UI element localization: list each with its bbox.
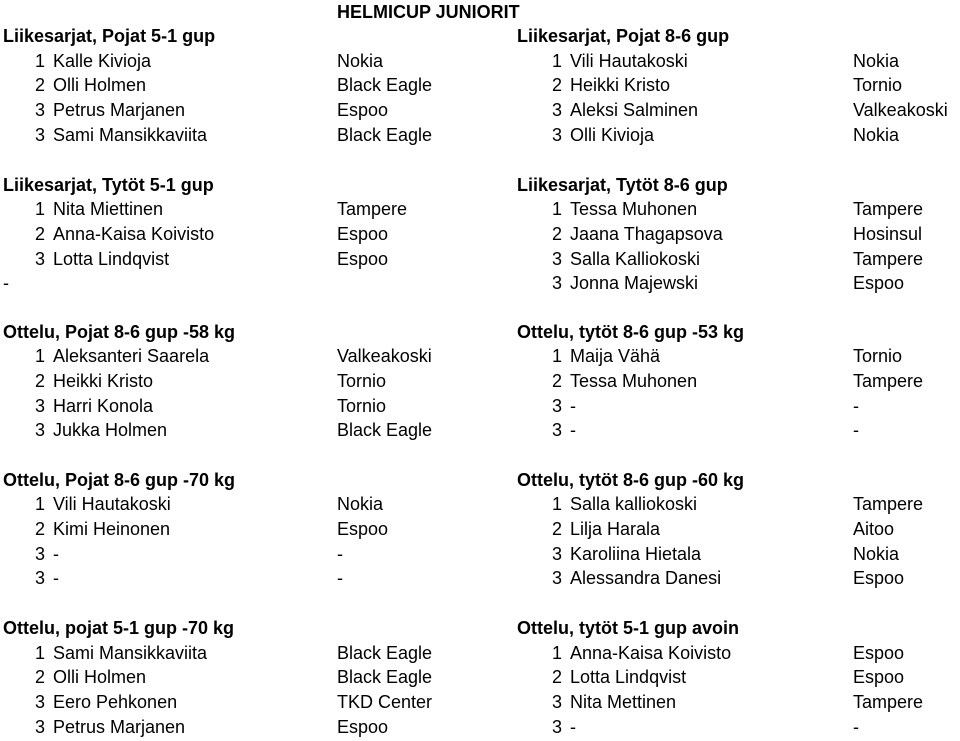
club-name: TKD Center xyxy=(337,692,433,713)
result-row xyxy=(0,123,960,148)
rank-cell: 2 xyxy=(551,75,562,96)
club-name: Nokia xyxy=(853,124,900,145)
category-heading: Ottelu, Pojat 8-6 gup -70 kg xyxy=(3,469,236,490)
club-name: Black Eagle xyxy=(337,420,433,441)
rank-cell: 1 xyxy=(34,494,45,515)
result-row xyxy=(0,197,960,222)
athlete-name: Anna-Kaisa Koivisto xyxy=(53,223,215,244)
club-name: Black Eagle xyxy=(337,124,433,145)
athlete-name: Harri Konola xyxy=(53,395,154,416)
rank-cell: 1 xyxy=(551,494,562,515)
athlete-name: Sami Mansikkaviita xyxy=(53,124,208,145)
result-row xyxy=(0,222,960,247)
result-row xyxy=(0,394,960,419)
athlete-name: Heikki Kristo xyxy=(53,370,154,391)
athlete-name: Vili Hautakoski xyxy=(570,50,688,71)
athlete-name: Aleksanteri Saarela xyxy=(53,346,210,367)
rank-cell: 2 xyxy=(551,370,562,391)
club-name: Espoo xyxy=(853,568,905,589)
club-name: - xyxy=(853,716,859,737)
club-name: Black Eagle xyxy=(337,642,433,663)
club-name: - xyxy=(853,395,859,416)
athlete-name: Kalle Kivioja xyxy=(53,50,152,71)
club-name: Tampere xyxy=(853,692,924,713)
club-name: Black Eagle xyxy=(337,667,433,688)
result-row xyxy=(0,641,960,666)
athlete-name: Sami Mansikkaviita xyxy=(53,642,208,663)
rank-cell: 3 xyxy=(551,716,562,737)
athlete-name: - xyxy=(570,420,576,441)
athlete-name: Lotta Lindqvist xyxy=(53,248,170,269)
rank-cell: - xyxy=(3,273,9,294)
rank-cell: 1 xyxy=(34,50,45,71)
rank-cell: 3 xyxy=(34,716,45,737)
club-name: Espoo xyxy=(853,667,905,688)
athlete-name: Nita Miettinen xyxy=(53,199,164,220)
rank-cell: 2 xyxy=(34,370,45,391)
athlete-name: Petrus Marjanen xyxy=(53,716,186,737)
category-heading: Ottelu, pojat 5-1 gup -70 kg xyxy=(3,618,235,638)
page-title: HELMICUP JUNIORIT xyxy=(337,2,520,22)
result-row xyxy=(0,271,960,296)
athlete-name: Eero Pehkonen xyxy=(53,692,178,713)
rank-cell: 2 xyxy=(34,223,45,244)
club-name: Tampere xyxy=(337,199,408,220)
club-name: Espoo xyxy=(337,716,389,737)
athlete-name: Petrus Marjanen xyxy=(53,100,186,121)
athlete-name: Tessa Muhonen xyxy=(570,370,698,391)
club-name: Espoo xyxy=(853,642,905,663)
result-row xyxy=(0,492,960,517)
rank-cell: 1 xyxy=(551,199,562,220)
athlete-name: Aleksi Salminen xyxy=(570,100,699,121)
club-name: Valkeakoski xyxy=(853,100,948,121)
club-name: - xyxy=(337,543,343,564)
rank-cell: 2 xyxy=(34,518,45,539)
rank-cell: 3 xyxy=(551,248,562,269)
club-name: Hosinsul xyxy=(853,223,923,244)
rank-cell: 1 xyxy=(34,642,45,663)
rank-cell: 3 xyxy=(34,543,45,564)
result-row xyxy=(0,517,960,542)
rank-cell: 2 xyxy=(34,667,45,688)
rank-cell: 3 xyxy=(551,692,562,713)
rank-cell: 1 xyxy=(551,642,562,663)
club-name: Tampere xyxy=(853,494,924,515)
athlete-name: Lilja Harala xyxy=(570,518,661,539)
rank-cell: 1 xyxy=(551,50,562,71)
category-heading: Ottelu, Pojat 8-6 gup -58 kg xyxy=(3,321,236,342)
athlete-name: Kimi Heinonen xyxy=(53,518,171,539)
club-name: Nokia xyxy=(853,543,900,564)
rank-cell: 3 xyxy=(551,100,562,121)
rank-cell: 2 xyxy=(551,667,562,688)
athlete-name: - xyxy=(53,543,59,564)
athlete-name: Vili Hautakoski xyxy=(53,494,171,515)
result-row xyxy=(0,566,960,591)
result-row xyxy=(0,418,960,443)
athlete-name: Olli Kivioja xyxy=(570,124,655,145)
club-name: Tornio xyxy=(337,370,387,391)
club-name: Black Eagle xyxy=(337,75,433,96)
category-heading: Liikesarjat, Tytöt 8-6 gup xyxy=(517,174,728,195)
club-name: Espoo xyxy=(337,248,389,269)
athlete-name: Olli Holmen xyxy=(53,667,147,688)
athlete-name: Heikki Kristo xyxy=(570,75,671,96)
rank-cell: 3 xyxy=(551,420,562,441)
category-heading: Ottelu, tytöt 8-6 gup -60 kg xyxy=(517,469,745,490)
athlete-name: Jonna Majewski xyxy=(570,273,699,294)
club-name: Nokia xyxy=(337,50,384,71)
club-name: - xyxy=(853,420,859,441)
rank-cell: 3 xyxy=(551,124,562,145)
category-heading: Liikesarjat, Tytöt 5-1 gup xyxy=(3,174,214,195)
result-row xyxy=(0,542,960,567)
rank-cell: 3 xyxy=(34,568,45,589)
rank-cell: 1 xyxy=(551,346,562,367)
result-row xyxy=(0,73,960,98)
club-name: Espoo xyxy=(337,100,389,121)
category-heading: Liikesarjat, Pojat 8-6 gup xyxy=(517,26,730,46)
athlete-name: - xyxy=(570,395,576,416)
result-row xyxy=(0,247,960,272)
club-name: Tornio xyxy=(853,75,903,96)
athlete-name: Tessa Muhonen xyxy=(570,199,698,220)
rank-cell: 3 xyxy=(34,395,45,416)
club-name: Nokia xyxy=(853,50,900,71)
athlete-name: - xyxy=(53,568,59,589)
rank-cell: 3 xyxy=(34,420,45,441)
result-row xyxy=(0,98,960,123)
rank-cell: 3 xyxy=(34,124,45,145)
club-name: Tampere xyxy=(853,248,924,269)
club-name: - xyxy=(337,568,343,589)
athlete-name: Salla kalliokoski xyxy=(570,494,698,515)
athlete-name: Olli Holmen xyxy=(53,75,147,96)
rank-cell: 3 xyxy=(34,100,45,121)
result-row xyxy=(0,690,960,715)
rank-cell: 3 xyxy=(34,248,45,269)
club-name: Espoo xyxy=(853,273,905,294)
athlete-name: Nita Mettinen xyxy=(570,692,677,713)
rank-cell: 3 xyxy=(551,273,562,294)
athlete-name: Maija Vähä xyxy=(570,346,661,367)
result-row xyxy=(0,665,960,690)
result-row xyxy=(0,344,960,369)
athlete-name: Alessandra Danesi xyxy=(570,568,722,589)
rank-cell: 2 xyxy=(551,518,562,539)
athlete-name: Anna-Kaisa Koivisto xyxy=(570,642,732,663)
club-name: Tampere xyxy=(853,370,924,391)
rank-cell: 2 xyxy=(551,223,562,244)
club-name: Tampere xyxy=(853,199,924,220)
athlete-name: Karoliina Hietala xyxy=(570,543,702,564)
rank-cell: 3 xyxy=(551,568,562,589)
athlete-name: Jaana Thagapsova xyxy=(570,223,723,244)
club-name: Espoo xyxy=(337,518,389,539)
club-name: Espoo xyxy=(337,223,389,244)
club-name: Aitoo xyxy=(853,518,895,539)
rank-cell: 3 xyxy=(34,692,45,713)
athlete-name: Jukka Holmen xyxy=(53,420,168,441)
result-row xyxy=(0,49,960,74)
athlete-name: Salla Kalliokoski xyxy=(570,248,701,269)
club-name: Nokia xyxy=(337,494,384,515)
category-heading: Ottelu, tytöt 8-6 gup -53 kg xyxy=(517,321,745,342)
athlete-name: Lotta Lindqvist xyxy=(570,667,687,688)
category-heading: Liikesarjat, Pojat 5-1 gup xyxy=(3,26,216,46)
club-name: Valkeakoski xyxy=(337,346,432,367)
club-name: Tornio xyxy=(337,395,387,416)
club-name: Tornio xyxy=(853,346,903,367)
rank-cell: 1 xyxy=(34,346,45,367)
athlete-name: - xyxy=(570,716,576,737)
result-row xyxy=(0,715,960,740)
rank-cell: 3 xyxy=(551,395,562,416)
category-heading: Ottelu, tytöt 5-1 gup avoin xyxy=(517,618,740,638)
result-row xyxy=(0,369,960,394)
rank-cell: 3 xyxy=(551,543,562,564)
rank-cell: 1 xyxy=(34,199,45,220)
rank-cell: 2 xyxy=(34,75,45,96)
